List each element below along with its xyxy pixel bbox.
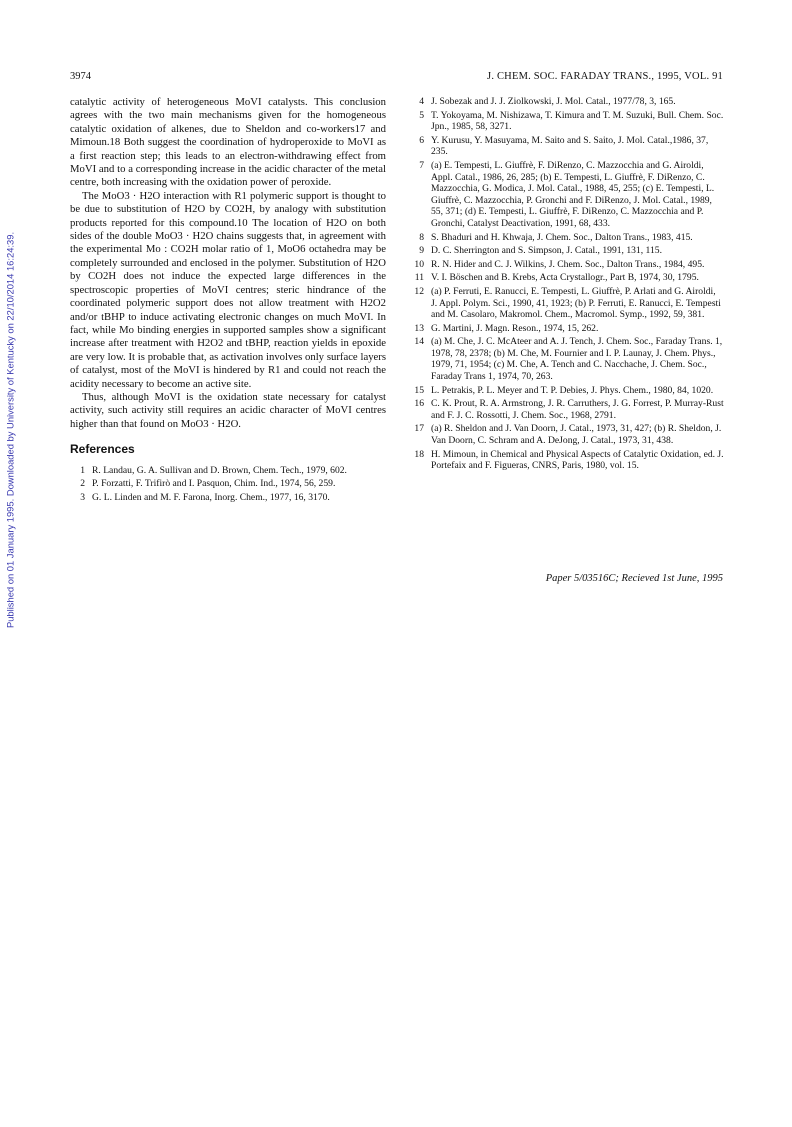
- reference-text: S. Bhaduri and H. Khwaja, J. Chem. Soc., Dalton Trans., 1983, 415.: [431, 231, 693, 243]
- reference-text: (a) P. Ferruti, E. Ranucci, E. Tempesti, L. Giuffrè, P. Arlati and G. Airoldi, J. Appl. Polym. Sci., 1990, 41, 1923; (b) P. Ferruti, E. Ranucci, E. Tempesti and M. Casolaro, Makromol. Chem., Macromol. Symp., 1992, 59, 381.: [431, 285, 721, 321]
- reference-number: 15: [414, 384, 424, 396]
- body-paragraph-3: Thus, although MoVI is the oxidation state necessary for catalyst activity, such activity still requires an acidic character of MoVI centres higher than that found on MoO3 · H2O.: [70, 390, 386, 430]
- reference-number: 18: [414, 448, 424, 460]
- reference-item: [409, 160, 724, 230]
- reference-item: [70, 478, 386, 490]
- reference-number: 1: [80, 464, 85, 476]
- reference-number: 8: [419, 231, 424, 243]
- right-column: [409, 96, 724, 474]
- submission-note: Paper 5/03516C; Recieved 1st June, 1995: [545, 573, 723, 584]
- reference-item: [409, 286, 724, 321]
- reference-text: P. Forzatti, F. Trifirò and I. Pasquon, Chim. Ind., 1974, 56, 259.: [92, 478, 336, 490]
- reference-text: H. Mimoun, in Chemical and Physical Aspects of Catalytic Oxidation, ed. J. Portefaix and F. Figueras, CNRS, Paris, 1980, vol. 15.: [431, 448, 724, 472]
- reference-number: 9: [419, 245, 424, 257]
- reference-item: [409, 449, 724, 472]
- download-sidebar: [3, 170, 17, 690]
- reference-number: 2: [80, 478, 85, 490]
- reference-text: Y. Kurusu, Y. Masuyama, M. Saito and S. Saito, J. Mol. Catal.,1986, 37, 235.: [431, 134, 709, 158]
- reference-number: 5: [419, 109, 424, 121]
- reference-text: V. I. Böschen and B. Krebs, Acta Crystallogr., Part B, 1974, 30, 1795.: [431, 272, 699, 284]
- reference-item: [409, 135, 724, 158]
- reference-number: 10: [414, 258, 424, 270]
- body-paragraph-2: The MoO3 · H2O interaction with R1 polymeric support is thought to be due to substitution of H2O by CO2H, by analogy with substitution products reported for this compound.10 The location of H2O on both sides of the double MoO3 · H2O chains suggests that, in agreement with the experimental Mo : CO2H molar ratio of 1, MoO6 octahedra may be completely surrounded and enclosed in the polymer. Substitution of H2O by CO2H does not induce the expected large differences in the spectroscopic properties of MoVI centres; steric hindrance of the coordinated polymeric support does not allow treatment with H2O2 and/or tBHP to induce activating electronic changes on much MoVI. In fact, while Mo binding energies in supported samples show a significant increase after treatment with H2O2 and tBHP, reaction yields in epoxide are very low. It is probable that, as activation involves only surface layers of catalyst, most of the MoVI is hindered by R1 and could not reach the acidity necessary to become an active site.: [70, 189, 386, 390]
- reference-text: R. Landau, G. A. Sullivan and D. Brown, Chem. Tech., 1979, 602.: [92, 464, 347, 476]
- reference-item: [409, 259, 724, 271]
- reference-item: [70, 492, 386, 504]
- reference-text: C. K. Prout, R. A. Armstrong, J. R. Carruthers, J. G. Forrest, P. Murray-Rust and F. J. C. Rossotti, J. Chem. Soc., 1968, 2791.: [431, 398, 724, 421]
- reference-number: 4: [419, 96, 424, 107]
- reference-number: 6: [419, 134, 424, 146]
- reference-text: (a) R. Sheldon and J. Van Doorn, J. Catal., 1973, 31, 427; (b) R. Sheldon, J. Van Doorn, C. Schram and A. DeJong, J. Catal., 1973, 31, 438.: [431, 423, 722, 447]
- reference-item: [409, 423, 724, 446]
- page-number: 3974: [70, 71, 91, 82]
- journal-header: J. CHEM. SOC. FARADAY TRANS., 1995, VOL. 91: [487, 71, 723, 82]
- reference-item: [409, 323, 724, 335]
- reference-item: [70, 465, 386, 477]
- download-notice: Published on 01 January 1995. Downloaded by University of Kentucky on 22/10/2014 16:24:39.: [4, 231, 16, 629]
- reference-text: J. Sobezak and J. J. Ziolkowski, J. Mol. Catal., 1977/78, 3, 165.: [431, 96, 676, 107]
- reference-item: [409, 232, 724, 244]
- reference-number: 13: [414, 322, 424, 334]
- reference-text: G. L. Linden and M. F. Farona, Inorg. Chem., 1977, 16, 3170.: [92, 491, 330, 503]
- left-column: [70, 96, 386, 505]
- reference-number: 7: [419, 159, 424, 171]
- body-paragraph-1: catalytic activity of heterogeneous MoVI catalysts. This conclusion agrees with the two main mechanisms given for the homogeneous catalytic oxidation of alkenes, due to Sheldon and co-workers17 and Mimoun.18 Both suggest the coordination of hydroperoxide to MoVI as a first reaction step; this leads to an electron-withdrawing effect from MoVI and to a corresponding increase in the acidic character of the metal centre, both increasing with the oxidation power of peroxide.: [70, 96, 386, 189]
- reference-number: 17: [414, 423, 424, 435]
- reference-text: T. Yokoyama, M. Nishizawa, T. Kimura and T. M. Suzuki, Bull. Chem. Soc. Jpn., 1985, 58, 3271.: [431, 109, 724, 133]
- reference-number: 16: [414, 398, 424, 410]
- reference-text: (a) E. Tempesti, L. Giuffrè, F. DiRenzo, C. Mazzocchia and G. Airoldi, Appl. Catal., 1986, 26, 285; (b) E. Tempesti, L. Giuffrè, F. DiRenzo, C. Mazzocchia, G. Modica, J. Mol. Catal., 1988, 45, 255; (c) E. Tempesti, L. Giuffrè, C. Mazzocchia, P. Gronchi and F. DiRenzo, J. Mol. Catal., 1989, 55, 371; (d) E. Tempesti, L. Giuffrè, F. DiRenzo, C. Mazzocchia and P. Gronchi, Catalyst Deactivation, 1991, 68, 433.: [431, 159, 715, 229]
- reference-item: [409, 385, 724, 397]
- reference-text: L. Petrakis, P. L. Meyer and T. P. Debies, J. Phys. Chem., 1980, 84, 1020.: [431, 384, 714, 396]
- reference-text: G. Martini, J. Magn. Reson., 1974, 15, 262.: [431, 322, 599, 334]
- reference-item: [409, 272, 724, 284]
- reference-text: D. C. Sherrington and S. Simpson, J. Catal., 1991, 131, 115.: [431, 245, 662, 257]
- reference-text: (a) M. Che, J. C. McAteer and A. J. Tench, J. Chem. Soc., Faraday Trans. 1, 1978, 78, 2378; (b) M. Che, M. Fournier and I. P. Launay, J. Chem. Phys., 1979, 71, 1954; (c) M. Che, A. Tench and C. Nacchache, J. Chem. Soc., Faraday Trans 1, 1974, 70, 263.: [431, 336, 723, 383]
- reference-number: 12: [414, 285, 424, 297]
- reference-number: 14: [414, 336, 424, 348]
- reference-item: [409, 96, 724, 108]
- reference-item: [409, 398, 724, 421]
- references-heading: References: [70, 442, 135, 457]
- reference-item: [409, 110, 724, 133]
- reference-item: [409, 336, 724, 382]
- reference-item: [409, 245, 724, 257]
- reference-text: R. N. Hider and C. J. Wilkins, J. Chem. Soc., Dalton Trans., 1984, 495.: [431, 258, 705, 270]
- reference-number: 3: [80, 491, 85, 503]
- reference-number: 11: [414, 272, 424, 284]
